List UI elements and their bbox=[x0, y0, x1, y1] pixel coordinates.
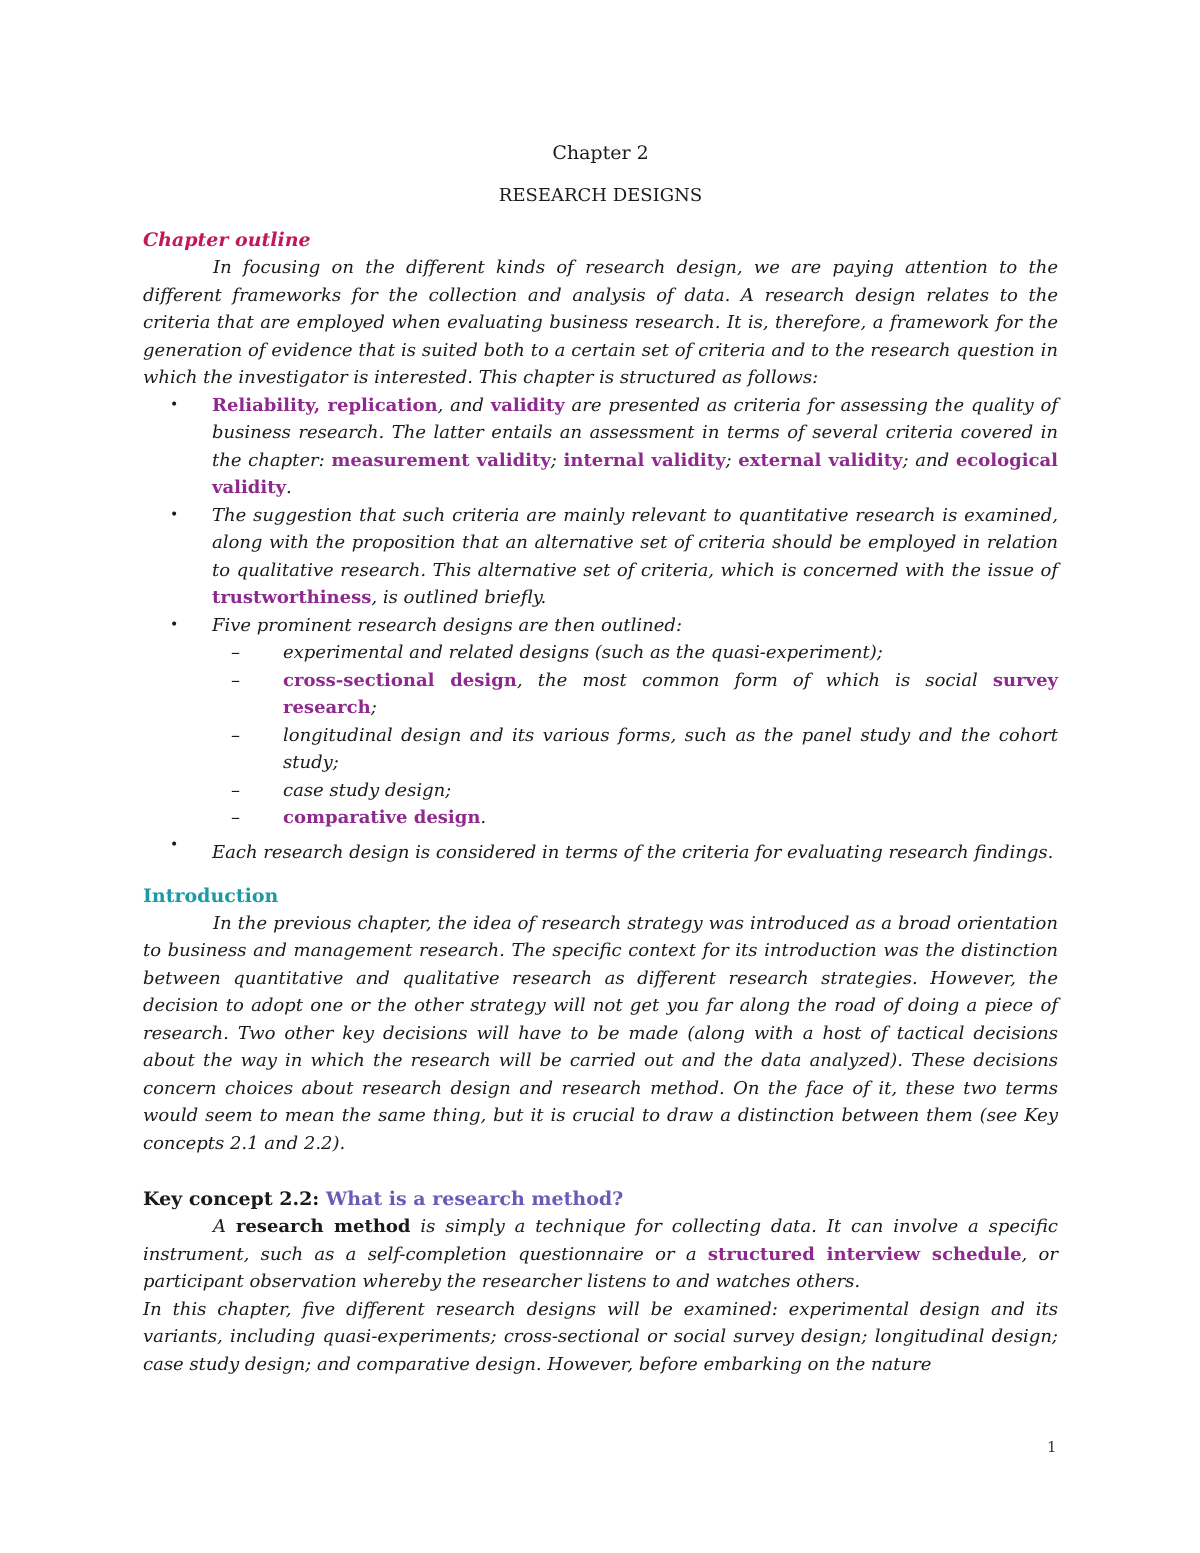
chapter-number: Chapter 2 bbox=[552, 142, 649, 164]
dash-symbol: – bbox=[231, 807, 240, 828]
key-concept-paragraph-2: In this chapter, five different research designs will be examined: experimental design and its variants, including quasi-experiments; cross-sectional or social survey design; longitudinal design; case study design; and comparative design. However, before embarking on the nature bbox=[143, 1298, 1058, 1375]
key-concept-heading bbox=[143, 1185, 1058, 1213]
design-item-comparative: – comparative design. bbox=[283, 804, 1058, 832]
term-survey-research: survey research bbox=[283, 669, 1058, 718]
dash-symbol: – bbox=[231, 642, 240, 663]
chapter-title: RESEARCH DESIGNS bbox=[498, 184, 703, 206]
term-measurement-validity: measurement validity bbox=[331, 449, 551, 471]
bullet-symbol: • bbox=[170, 836, 179, 853]
outline-intro: In focusing on the different kinds of research design, we are paying attention to the different frameworks for the collection and analysis of data. A research design relates to the criteria that are employed when evaluating business research. It is, therefore, a framework for the generation of evidence that is suited both to a certain set of criteria and to the research question in which the investigator is interested. This chapter is structured as follows: bbox=[143, 257, 1058, 388]
design-item-experimental: – experimental and related designs (such as the quasi-experiment); bbox=[283, 639, 1058, 667]
term-comparative-design: comparative design bbox=[283, 807, 481, 828]
design-item-longitudinal: – longitudinal design and its various forms, such as the panel study and the cohort study; bbox=[283, 722, 1058, 777]
key-concept-label: Key concept 2.2: bbox=[143, 1188, 326, 1210]
outline-bullet-1: • Reliability, replication, and validity are presented as criteria for assessing the quality of business research. The latter entails an assessment in terms of several criteria covered in the chapter: measurement validity; internal validity; external validity; and ecological validity. bbox=[212, 392, 1058, 502]
outline-bullet-list bbox=[143, 392, 1058, 873]
document-page bbox=[143, 140, 1058, 1378]
term-external-validity: external validity bbox=[738, 449, 903, 471]
outline-bullet-3: • Five prominent research designs are then outlined: – experimental and related designs (such as the quasi-experiment); – cross-sectional design, the most common form of which is social survey research; – longitudinal design and its various forms, such as the panel study and the cohort study; – case study design; – comparative design. bbox=[212, 612, 1058, 832]
design-item-case-study: – case study design; bbox=[283, 777, 1058, 805]
term-structured-interview-schedule: structured interview schedule bbox=[707, 1243, 1022, 1265]
dash-symbol: – bbox=[231, 669, 240, 691]
introduction-text: In the previous chapter, the idea of research strategy was introduced as a broad orientation to business and management research. The specific context for its introduction was the distinction between quantitative and qualitative research as different research strategies. However, the decision to adopt one or the other strategy will not get you far along the road of doing a piece of research. Two other key decisions will have to be made (along with a host of tactical decisions about the way in which the research will be carried out and the data analyzed). These decisions concern choices about research design and research method. On the face of it, these two terms would seem to mean the same thing, but it is crucial to draw a distinction between them (see Key concepts 2.1 and 2.2). bbox=[143, 912, 1058, 1154]
term-reliability-replication: Reliability, replication bbox=[212, 394, 438, 416]
term-research-method: research method bbox=[235, 1216, 411, 1237]
term-ecological-validity: ecological validity bbox=[212, 449, 1058, 498]
outline-heading: Chapter outline bbox=[143, 229, 311, 251]
dash-symbol: – bbox=[231, 779, 240, 801]
term-internal-validity: internal validity bbox=[563, 449, 726, 471]
term-validity: validity bbox=[490, 394, 565, 416]
dash-symbol: – bbox=[231, 724, 240, 746]
term-trustworthiness: trustworthiness bbox=[212, 587, 372, 608]
outline-bullet-2: • The suggestion that such criteria are mainly relevant to quantitative research is examined, along with the proposition that an alternative set of criteria should be employed in relation to qualitative research. This alternative set of criteria, which is concerned with the issue of trustworthiness, is outlined briefly. bbox=[212, 502, 1058, 612]
term-cross-sectional-design: cross-sectional design bbox=[283, 669, 517, 691]
key-concept-question: What is a research method? bbox=[325, 1188, 624, 1210]
page-number: 1 bbox=[1047, 1438, 1057, 1456]
outline-bullet-4: • Each research design is considered in terms of the criteria for evaluating research findings. bbox=[212, 832, 1058, 873]
bullet-symbol: • bbox=[170, 616, 179, 633]
design-item-cross-sectional: – cross-sectional design, the most common form of which is social survey research; bbox=[283, 667, 1058, 722]
key-concept-paragraph-1: A research method is simply a technique for collecting data. It can involve a specific instrument, such as a self-completion questionnaire or a structured interview schedule, or participant observation whereby the researcher listens to and watches others. bbox=[143, 1216, 1058, 1292]
bullet-symbol: • bbox=[170, 396, 179, 413]
design-sub-list bbox=[143, 639, 1058, 832]
introduction-heading: Introduction bbox=[143, 884, 279, 907]
bullet-symbol: • bbox=[170, 506, 179, 523]
